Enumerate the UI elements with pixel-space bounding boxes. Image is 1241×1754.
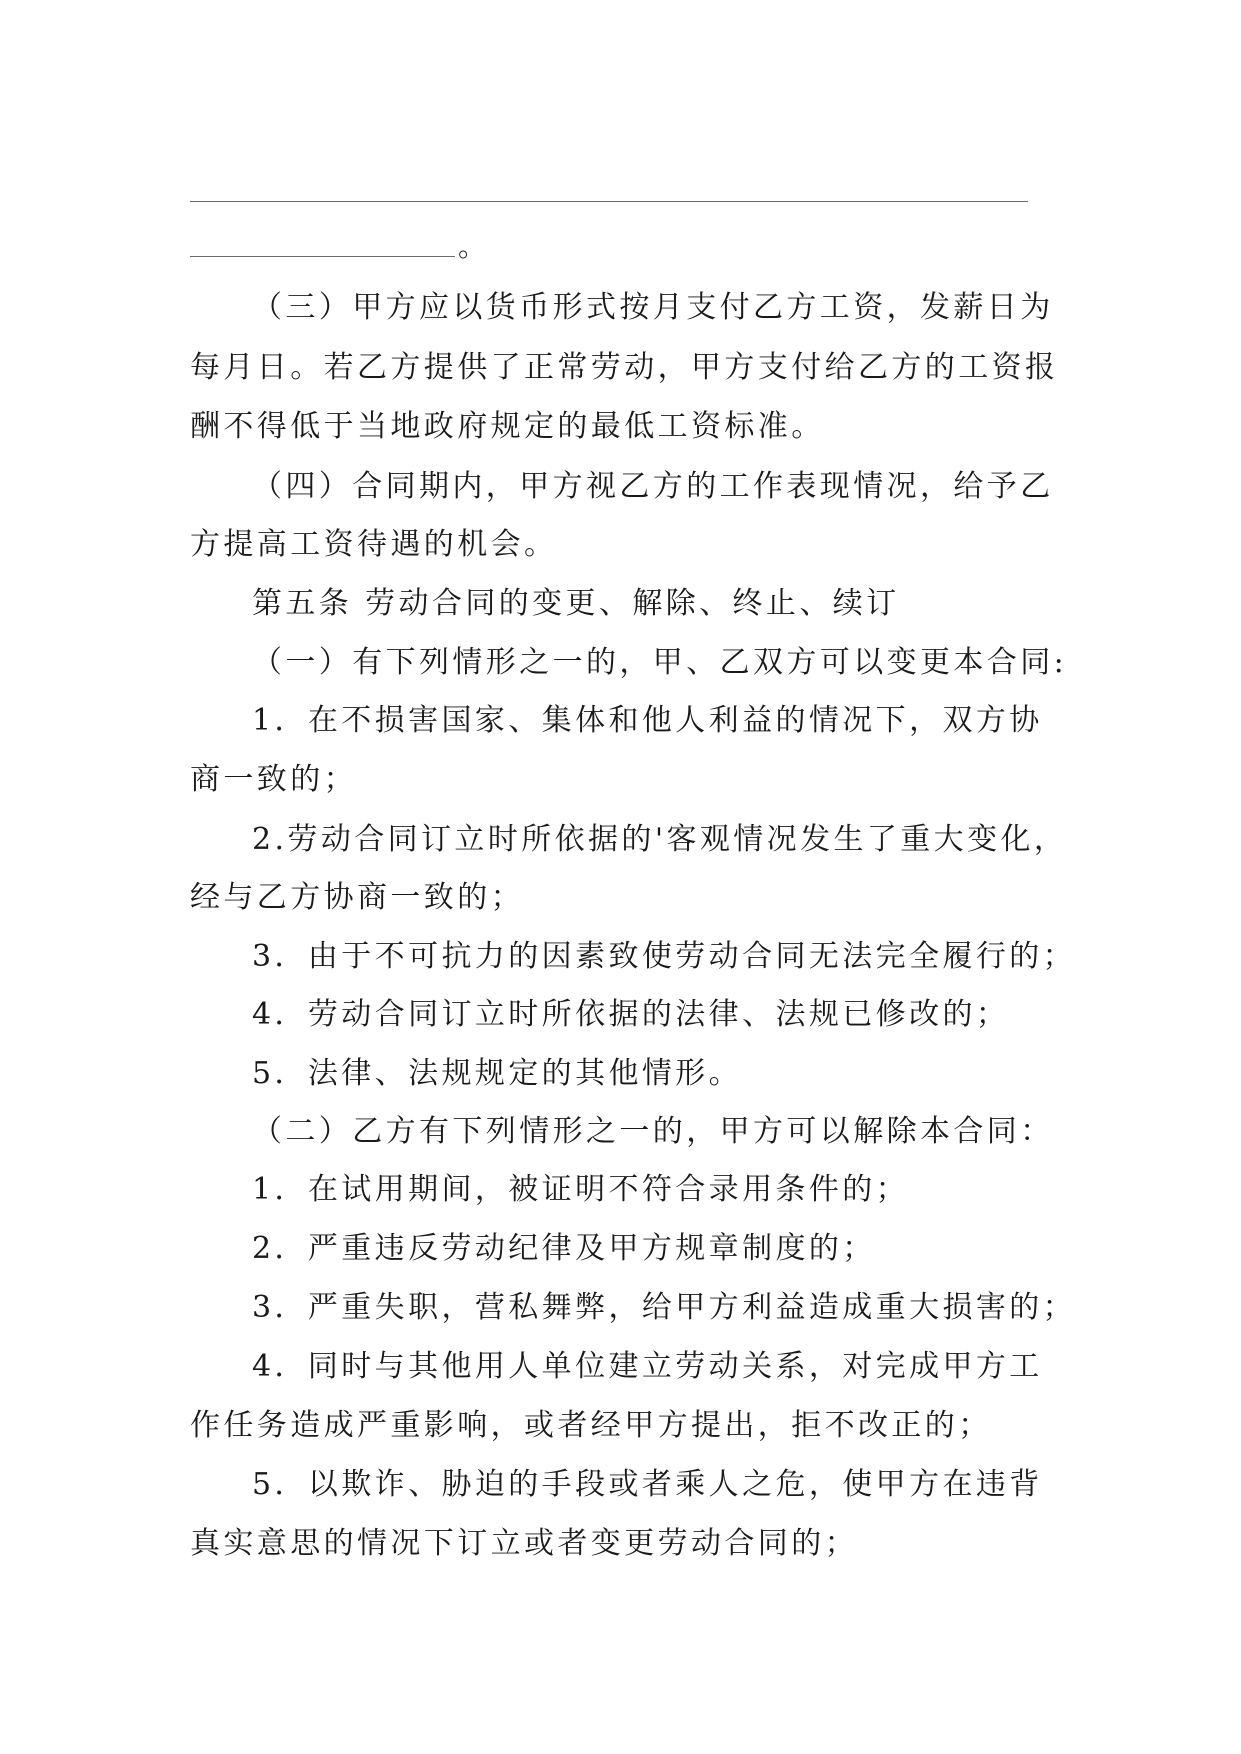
text-line: 5．以欺诈、胁迫的手段或者乘人之危，使甲方在违背 <box>252 1467 1043 1502</box>
text-line: 5．法律、法规规定的其他情形。 <box>252 1056 743 1091</box>
text-line: 1．在试用期间，被证明不符合录用条件的； <box>252 1172 910 1207</box>
text-line: 第五条 劳动合同的变更、解除、终止、续订 <box>252 586 900 621</box>
text-line: 经与乙方协商一致的； <box>190 880 524 915</box>
text-line: 方提高工资待遇的机会。 <box>190 527 558 562</box>
text-line: 作任务造成严重影响，或者经甲方提出，拒不改正的； <box>190 1408 992 1443</box>
text-line: 酬不得低于当地政府规定的最低工资标准。 <box>190 409 825 444</box>
blank-end-punctuation: 。 <box>458 230 487 263</box>
text-line: 商一致的； <box>190 762 357 797</box>
text-line: 2.劳动合同订立时所依据的'客观情况发生了重大变化， <box>252 822 1068 857</box>
text-line: 3．严重失职，营私舞弊，给甲方利益造成重大损害的； <box>252 1290 1077 1325</box>
blank-fill-line-short <box>190 256 455 257</box>
text-line: （一）有下列情形之一的，甲、乙双方可以变更本合同: <box>252 645 1068 680</box>
text-line: 真实意思的情况下订立或者变更劳动合同的； <box>190 1526 858 1561</box>
text-line: （四）合同期内，甲方视乙方的工作表现情况，给予乙 <box>252 469 1054 504</box>
text-line: 4．同时与其他用人单位建立劳动关系，对完成甲方工 <box>252 1349 1043 1384</box>
text-line: 3．由于不可抗力的因素致使劳动合同无法完全履行的； <box>252 939 1077 974</box>
text-line: 1．在不损害国家、集体和他人利益的情况下，双方协 <box>252 703 1043 738</box>
text-line: （三）甲方应以货币形式按月支付乙方工资，发薪日为 <box>252 290 1054 325</box>
text-line: 每月日。若乙方提供了正常劳动，甲方支付给乙方的工资报 <box>190 350 1059 385</box>
text-line: （二）乙方有下列情形之一的，甲方可以解除本合同： <box>252 1114 1054 1149</box>
text-line: 4．劳动合同订立时所依据的法律、法规已修改的； <box>252 997 1010 1032</box>
blank-fill-line <box>190 201 1028 202</box>
text-line: 2．严重违反劳动纪律及甲方规章制度的； <box>252 1231 876 1266</box>
